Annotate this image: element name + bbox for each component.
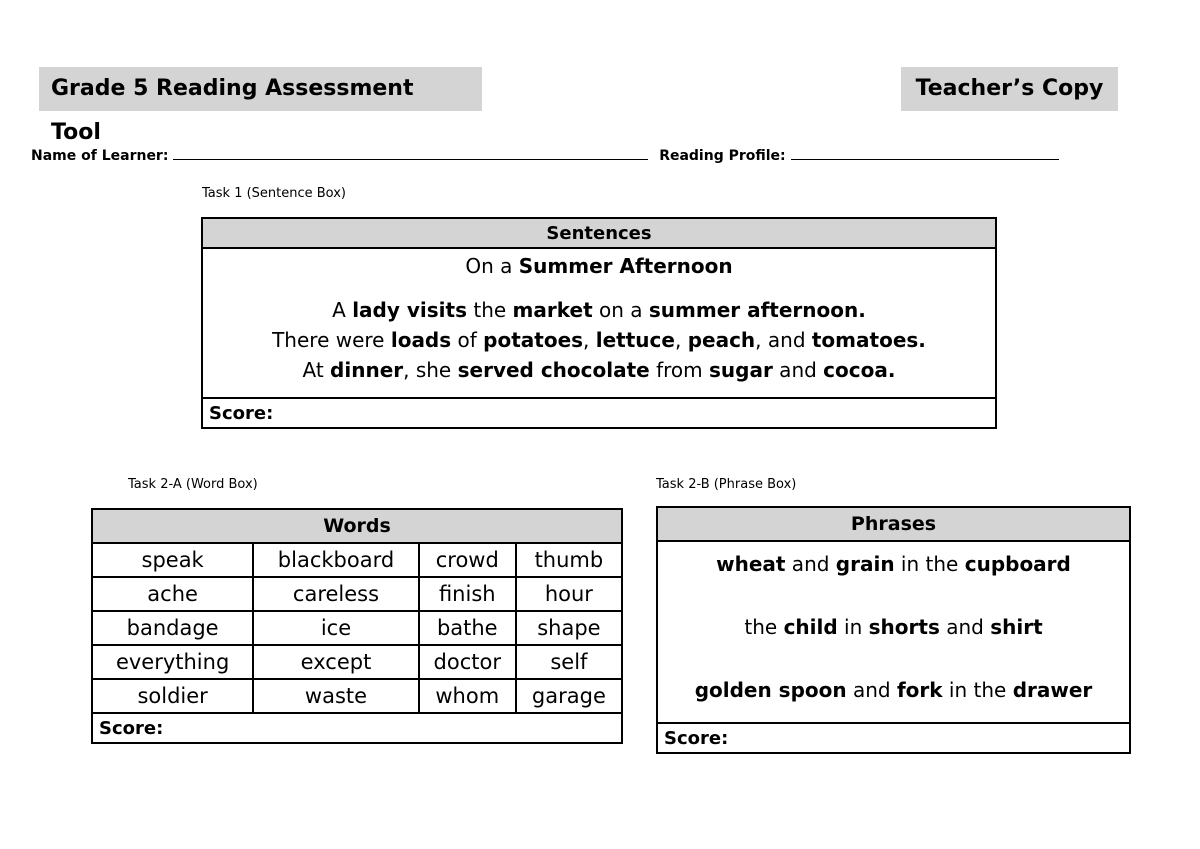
word-cell: bandage bbox=[92, 611, 253, 645]
text-run: , bbox=[583, 328, 596, 352]
word-cell: crowd bbox=[419, 543, 516, 577]
bold-text-run: shorts bbox=[868, 615, 940, 639]
bold-text-run: Summer Afternoon bbox=[518, 254, 733, 278]
bold-text-run: served chocolate bbox=[457, 358, 650, 382]
phrase-box-body bbox=[657, 541, 1130, 723]
phrases-header: Phrases bbox=[657, 507, 1130, 541]
word-cell: bathe bbox=[419, 611, 516, 645]
word-cell: hour bbox=[516, 577, 622, 611]
text-run: in bbox=[837, 615, 869, 639]
word-cell: waste bbox=[253, 679, 418, 713]
word-cell: speak bbox=[92, 543, 253, 577]
text-run: the bbox=[744, 615, 784, 639]
word-cell: thumb bbox=[516, 543, 622, 577]
reading-profile-label: Reading Profile: bbox=[659, 148, 786, 164]
text-run: and bbox=[772, 358, 824, 382]
task2a-label: Task 2-A (Word Box) bbox=[128, 477, 258, 492]
task2b-label: Task 2-B (Phrase Box) bbox=[656, 477, 797, 492]
text-run: There were bbox=[272, 328, 391, 352]
sentence-box-body bbox=[202, 248, 996, 398]
sentence-1 bbox=[203, 295, 995, 325]
bold-text-run: potatoes bbox=[483, 328, 584, 352]
text-run: On a bbox=[465, 254, 519, 278]
bold-text-run: lady visits bbox=[352, 298, 467, 322]
bold-text-run: wheat bbox=[716, 552, 786, 576]
task2b-score: Score: bbox=[657, 723, 1130, 753]
sentence-2 bbox=[203, 325, 995, 355]
sentence-3 bbox=[203, 355, 995, 385]
word-cell: finish bbox=[419, 577, 516, 611]
bold-text-run: lettuce bbox=[595, 328, 675, 352]
name-of-learner-label: Name of Learner: bbox=[31, 148, 169, 164]
word-cell: shape bbox=[516, 611, 622, 645]
bold-text-run: summer afternoon. bbox=[648, 298, 866, 322]
word-cell: ice bbox=[253, 611, 418, 645]
word-cell: garage bbox=[516, 679, 622, 713]
text-run: , and bbox=[755, 328, 812, 352]
bold-text-run: peach bbox=[687, 328, 756, 352]
text-run: , bbox=[674, 328, 688, 352]
bold-text-run: market bbox=[512, 298, 593, 322]
text-run: from bbox=[649, 358, 709, 382]
word-row bbox=[92, 611, 622, 645]
text-run: the bbox=[467, 298, 513, 322]
bold-text-run: dinner bbox=[330, 358, 404, 382]
phrase-box bbox=[656, 506, 1131, 754]
name-of-learner-blank[interactable] bbox=[173, 147, 648, 160]
word-cell: whom bbox=[419, 679, 516, 713]
text-run: A bbox=[332, 298, 353, 322]
bold-text-run: cupboard bbox=[964, 552, 1071, 576]
bold-text-run: cocoa. bbox=[823, 358, 896, 382]
word-box bbox=[91, 508, 623, 744]
word-cell: except bbox=[253, 645, 418, 679]
word-row bbox=[92, 577, 622, 611]
word-cell: careless bbox=[253, 577, 418, 611]
bold-text-run: fork bbox=[896, 678, 943, 702]
assessment-title: Grade 5 Reading Assessment Tool bbox=[39, 67, 482, 111]
word-cell: soldier bbox=[92, 679, 253, 713]
text-run: in the bbox=[942, 678, 1013, 702]
word-cell: everything bbox=[92, 645, 253, 679]
bold-text-run: child bbox=[783, 615, 838, 639]
text-run: in the bbox=[894, 552, 965, 576]
text-run: of bbox=[451, 328, 484, 352]
words-header: Words bbox=[92, 509, 622, 543]
bold-text-run: tomatoes. bbox=[811, 328, 926, 352]
text-run: At bbox=[302, 358, 331, 382]
task1-score: Score: bbox=[202, 398, 996, 428]
text-run: and bbox=[939, 615, 991, 639]
task1-label: Task 1 (Sentence Box) bbox=[202, 186, 347, 201]
word-row bbox=[92, 543, 622, 577]
phrase-2 bbox=[658, 605, 1129, 668]
bold-text-run: loads bbox=[390, 328, 452, 352]
word-cell: ache bbox=[92, 577, 253, 611]
phrase-3 bbox=[658, 668, 1129, 722]
word-cell: blackboard bbox=[253, 543, 418, 577]
reading-profile-blank[interactable] bbox=[791, 147, 1059, 160]
bold-text-run: golden spoon bbox=[694, 678, 847, 702]
word-cell: self bbox=[516, 645, 622, 679]
bold-text-run: grain bbox=[835, 552, 895, 576]
text-run: and bbox=[846, 678, 897, 702]
sentence-box bbox=[201, 217, 997, 429]
bold-text-run: drawer bbox=[1012, 678, 1093, 702]
text-run: on a bbox=[592, 298, 649, 322]
teacher-copy-label: Teacher’s Copy bbox=[901, 67, 1118, 111]
sentences-header: Sentences bbox=[202, 218, 996, 248]
bold-text-run: shirt bbox=[990, 615, 1043, 639]
learner-fields bbox=[31, 147, 1059, 164]
bold-text-run: sugar bbox=[709, 358, 773, 382]
task2a-score: Score: bbox=[92, 713, 622, 743]
text-run: , she bbox=[403, 358, 458, 382]
word-cell: doctor bbox=[419, 645, 516, 679]
phrase-1 bbox=[658, 542, 1129, 605]
text-run: and bbox=[785, 552, 836, 576]
word-row bbox=[92, 679, 622, 713]
story-title bbox=[203, 251, 995, 281]
word-row bbox=[92, 645, 622, 679]
